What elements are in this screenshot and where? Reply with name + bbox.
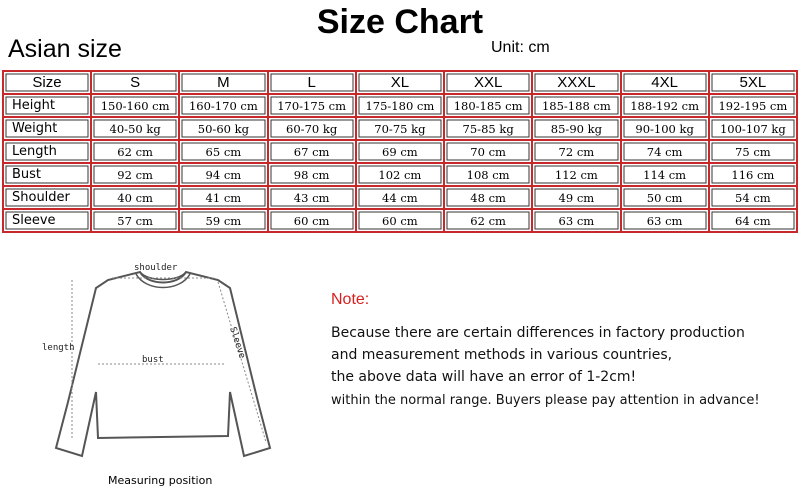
table-cell: 69 cm: [357, 141, 445, 164]
note-title: Note:: [331, 291, 370, 308]
table-cell: 100-107 kg: [710, 118, 798, 141]
table-cell: 60 cm: [357, 210, 445, 233]
table-row-shoulder: [4, 187, 798, 210]
note-line: the above data will have an error of 1-2cm!: [331, 369, 637, 385]
table-cell: 40-50 kg: [92, 118, 180, 141]
table-cell: 70 cm: [445, 141, 533, 164]
table-cell: 192-195 cm: [710, 95, 798, 118]
size-header-5xl: 5XL: [710, 72, 798, 95]
table-cell: 43 cm: [269, 187, 357, 210]
diagram-caption: Measuring position: [108, 474, 213, 487]
table-cell: 41 cm: [180, 187, 268, 210]
size-table: [2, 70, 798, 233]
row-label: Height: [4, 95, 92, 118]
table-cell: 70-75 kg: [357, 118, 445, 141]
size-region-label: Asian size: [8, 35, 122, 63]
length-label: length: [42, 343, 75, 353]
row-label: Sleeve: [4, 210, 92, 233]
table-cell: 60 cm: [269, 210, 357, 233]
table-cell: 63 cm: [622, 210, 710, 233]
table-cell: 62 cm: [445, 210, 533, 233]
table-cell: 54 cm: [710, 187, 798, 210]
table-cell: 64 cm: [710, 210, 798, 233]
row-label: Shoulder: [4, 187, 92, 210]
table-cell: 50 cm: [622, 187, 710, 210]
size-header-4xl: 4XL: [622, 72, 710, 95]
table-cell: 185-188 cm: [533, 95, 621, 118]
table-cell: 75 cm: [710, 141, 798, 164]
table-row-height: [4, 95, 798, 118]
shirt-collar: [136, 272, 190, 288]
sleeve-label: Sleeve: [227, 325, 247, 360]
table-cell: 175-180 cm: [357, 95, 445, 118]
table-cell: 112 cm: [533, 164, 621, 187]
size-header-l: L: [269, 72, 357, 95]
row-label: Bust: [4, 164, 92, 187]
size-header-row: [4, 72, 798, 95]
table-cell: 98 cm: [269, 164, 357, 187]
table-row-length: [4, 141, 798, 164]
note-line: and measurement methods in various countries,: [331, 347, 673, 363]
sleeve-line: [218, 282, 266, 442]
size-corner-header: Size: [4, 72, 92, 95]
table-cell: 50-60 kg: [180, 118, 268, 141]
unit-label: Unit: cm: [491, 39, 550, 56]
page-title: Size Chart: [316, 3, 484, 41]
table-cell: 116 cm: [710, 164, 798, 187]
table-cell: 49 cm: [533, 187, 621, 210]
table-cell: 85-90 kg: [533, 118, 621, 141]
shoulder-label: shoulder: [134, 263, 178, 273]
bust-label: bust: [142, 355, 164, 365]
table-cell: 150-160 cm: [92, 95, 180, 118]
table-cell: 62 cm: [92, 141, 180, 164]
size-header-s: S: [92, 72, 180, 95]
table-cell: 48 cm: [445, 187, 533, 210]
table-cell: 94 cm: [180, 164, 268, 187]
table-cell: 44 cm: [357, 187, 445, 210]
table-cell: 170-175 cm: [269, 95, 357, 118]
row-label: Length: [4, 141, 92, 164]
size-header-xl: XL: [357, 72, 445, 95]
table-cell: 75-85 kg: [445, 118, 533, 141]
table-row-sleeve: [4, 210, 798, 233]
note-body: [331, 322, 760, 412]
table-cell: 160-170 cm: [180, 95, 268, 118]
table-cell: 57 cm: [92, 210, 180, 233]
table-cell: 74 cm: [622, 141, 710, 164]
note-line: within the normal range. Buyers please pay attention in advance!: [331, 393, 760, 408]
table-row-bust: [4, 164, 798, 187]
table-cell: 72 cm: [533, 141, 621, 164]
table-cell: 65 cm: [180, 141, 268, 164]
table-cell: 92 cm: [92, 164, 180, 187]
note-line: Because there are certain differences in factory production: [331, 325, 745, 341]
table-cell: 40 cm: [92, 187, 180, 210]
table-cell: 90-100 kg: [622, 118, 710, 141]
table-cell: 102 cm: [357, 164, 445, 187]
shirt-measurement-diagram: [30, 252, 290, 472]
row-label: Weight: [4, 118, 92, 141]
table-cell: 180-185 cm: [445, 95, 533, 118]
table-cell: 63 cm: [533, 210, 621, 233]
table-cell: 188-192 cm: [622, 95, 710, 118]
table-cell: 114 cm: [622, 164, 710, 187]
size-header-m: M: [180, 72, 268, 95]
table-cell: 108 cm: [445, 164, 533, 187]
table-row-weight: [4, 118, 798, 141]
table-cell: 60-70 kg: [269, 118, 357, 141]
size-header-xxl: XXL: [445, 72, 533, 95]
table-cell: 67 cm: [269, 141, 357, 164]
table-cell: 59 cm: [180, 210, 268, 233]
size-header-xxxl: XXXL: [533, 72, 621, 95]
